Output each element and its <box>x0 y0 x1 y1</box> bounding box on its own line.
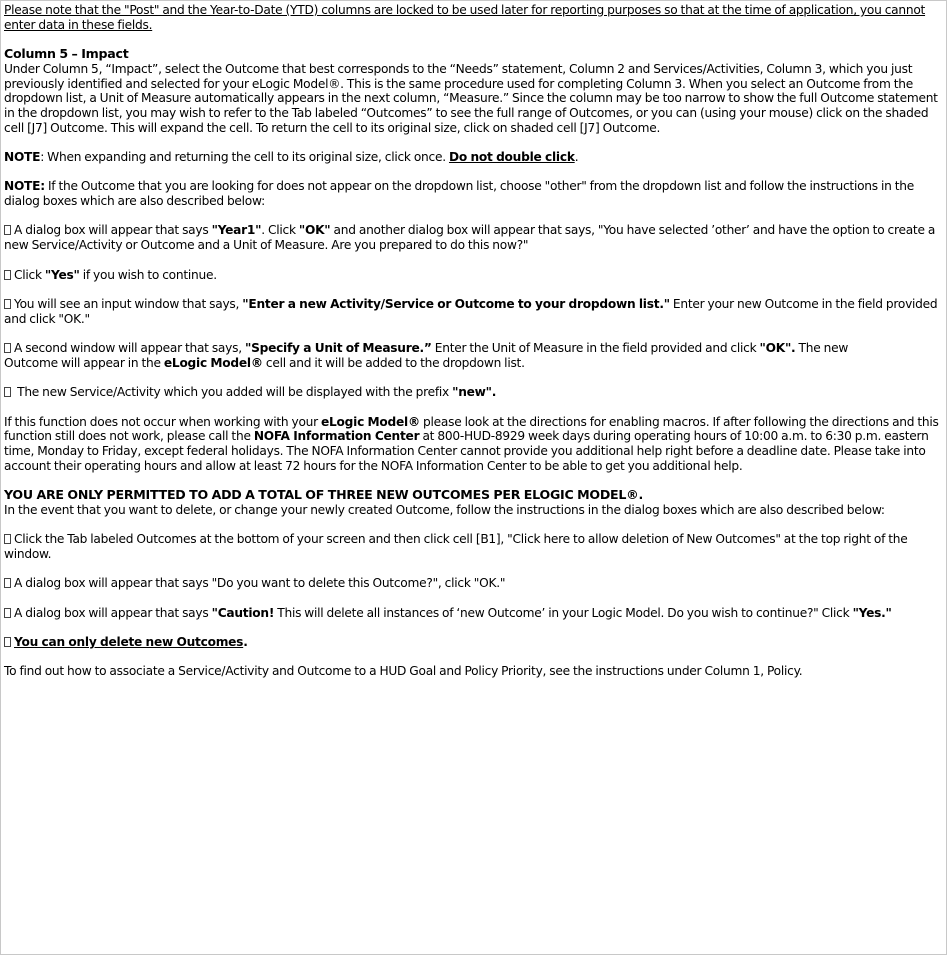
delete-step-only-new: You can only delete new Outcomes. <box>4 635 944 650</box>
delete-step-dialog: A dialog box will appear that says "Do you want to delete this Outcome?", click "OK." <box>4 576 944 591</box>
note-label: NOTE: <box>4 179 45 194</box>
bullet-box-icon <box>4 225 11 235</box>
column5-body: Under Column 5, “Impact”, select the Outcome that best corresponds to the “Needs” statement, Column 2 and Services/Activities, Column 3, which you just previously identified and selected for your eLogic Model®. This is the same procedure used for completing Column 3. When you select an Outcome from the dropdown list, a Unit of Measure automatically appears in the next column, “Measure.” Since the column may be too narrow to show the full Outcome statement in the dropdown list, you may wish to refer to the Tab labeled “Outcomes” to see the full range of Outcomes, or you can (using your mouse) click on the shaded cell [J7] Outcome. This will expand the cell. To return the cell to its original size, click on shaded cell [J7] Outcome. <box>4 61 938 135</box>
locked-columns-note: Please note that the "Post" and the Year-to-Date (YTD) columns are locked to be used later for reporting purposes so that at the time of application, you cannot enter data in these fields. <box>4 3 926 32</box>
instructions-text <box>4 3 944 679</box>
step-unit-of-measure: A second window will appear that says, "Specify a Unit of Measure.” Enter the Unit of Measure in the field provided and click "OK". The new Outcome will appear in the eLogic Model® cell and it will be added to the dropdown list. <box>4 341 849 370</box>
bullet-box-icon <box>4 343 11 353</box>
help-paragraph: If this function does not occur when working with your eLogic Model® please look at the directions for enabling macros. If after following the directions and this function still does not work, please call the NOFA Information Center at 800-HUD-8929 week days during operating hours of 10:00 a.m. to 6:30 p.m. eastern time, Monday to Friday, except federal holidays. The NOFA Information Center cannot provide you additional help right before a deadline date. Please take into account their operating hours and allow at least 72 hours for the NOFA Information Center to be able to get you additional help. <box>4 414 939 473</box>
do-not-double-click: Do not double click <box>448 150 575 164</box>
bullet-box-icon <box>4 299 11 309</box>
bullet-box-icon <box>4 578 11 588</box>
bullet-box-icon <box>4 387 11 397</box>
delete-step-caution: A dialog box will appear that says "Caution! This will delete all instances of ‘new Outcome’ in your Logic Model. Do you wish to continue?" Click "Yes." <box>4 606 944 621</box>
note-expand: NOTE: When expanding and returning the cell to its original size, click once. Do not double click. <box>4 150 579 164</box>
note-label: NOTE <box>4 150 41 164</box>
bullet-box-icon <box>4 637 11 647</box>
bullet-box-icon <box>4 608 11 618</box>
step-year1-dialog: A dialog box will appear that says "Year1". Click "OK" and another dialog box will appear that says, "You have selected ’other’ and have the option to create a new Service/Activity or Outcome and a Unit of Measure. Are you prepared to do this now?" <box>4 223 936 253</box>
step-click-yes: Click "Yes" if you wish to continue. <box>4 268 944 283</box>
limit-text: In the event that you want to delete, or change your newly created Outcome, follow the instructions in the dialog boxes which are also described below: <box>4 502 885 517</box>
step-input-window: You will see an input window that says, "Enter a new Activity/Service or Outcome to your dropdown list." Enter your new Outcome in the field provided and click "OK." <box>4 296 938 326</box>
footer-instructions: To find out how to associate a Service/Activity and Outcome to a HUD Goal and Policy Priority, see the instructions under Column 1, Policy. <box>4 664 803 679</box>
step-new-prefix: The new Service/Activity which you added will be displayed with the prefix "new". <box>4 385 944 400</box>
delete-step-tab: Click the Tab labeled Outcomes at the bottom of your screen and then click cell [B1], "Click here to allow deletion of New Outcomes" at the top right of the window. <box>4 532 908 561</box>
bullet-box-icon <box>4 534 11 544</box>
limit-heading: YOU ARE ONLY PERMITTED TO ADD A TOTAL OF THREE NEW OUTCOMES PER ELOGIC MODEL®. <box>4 487 644 503</box>
bullet-box-icon <box>4 270 11 280</box>
note-other: NOTE: If the Outcome that you are looking for does not appear on the dropdown list, choose "other" from the dropdown list and follow the instructions in the dialog boxes which are also described below: <box>4 179 914 209</box>
column5-heading: Column 5 – Impact <box>4 46 129 62</box>
